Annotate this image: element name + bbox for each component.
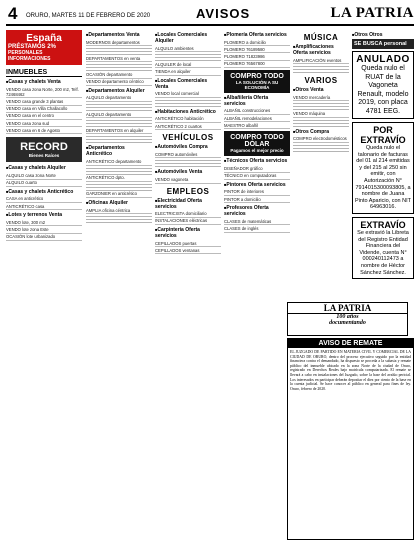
col4-cat-2 <box>224 158 290 179</box>
col3-vcat-1 <box>155 169 221 183</box>
col3-vcat-0 <box>155 144 221 167</box>
col1-cat-0 <box>6 79 82 134</box>
classified-ad[interactable]: VENDO casa zona Norte, 200 m2, Telf. 72468462 <box>6 86 82 98</box>
ad-text-block <box>86 182 152 191</box>
compro2-title: COMPRO TODO DÓLAR <box>230 134 284 149</box>
classified-ad[interactable]: ALBAÑIL remodelaciones <box>224 115 290 122</box>
column-5 <box>293 30 349 300</box>
classified-ad[interactable]: GARZONIER en anticrético <box>86 191 152 198</box>
compro-dolar-ad[interactable] <box>224 131 290 156</box>
classified-ad[interactable]: VENDO local comercial <box>155 91 221 98</box>
classified-ad[interactable]: ALQUILO departamento <box>86 95 152 102</box>
classified-ad[interactable]: ANTICRÉTICO casa <box>6 203 82 210</box>
ad-text-block <box>293 118 349 127</box>
classified-ad[interactable]: PLOMERO a domicilio <box>224 39 290 46</box>
classified-ad[interactable]: ANTICRÉTICO habitación <box>155 116 221 123</box>
col3-jcat-0 <box>155 198 221 225</box>
classified-ad[interactable]: AMPLIA oficina céntrica <box>86 207 152 214</box>
classified-ad[interactable]: ANTICRÉTICO 2 cuartos <box>155 123 221 130</box>
classified-ad[interactable]: VENDO máquina <box>293 110 349 117</box>
ad-text-block <box>86 134 152 143</box>
ad-text-block <box>155 98 221 107</box>
notice-box[interactable]: SE BUSCA personal <box>352 39 414 49</box>
column-4 <box>224 30 290 540</box>
ad-text-block <box>155 52 221 61</box>
inmuebles-title: INMUEBLES <box>6 69 82 77</box>
music-title: MÚSICA <box>303 33 339 42</box>
category-title: ■ Casas y chalets Anticrético <box>6 189 82 195</box>
ad-text-block <box>293 101 349 110</box>
category-title: ■ Otros Compra <box>293 129 349 135</box>
classified-ad[interactable]: ALQUILO departamento <box>86 111 152 118</box>
col2-cat-2 <box>86 145 152 198</box>
record-title: RECORD <box>20 141 68 154</box>
col1-cat-3 <box>6 212 82 241</box>
remate-title: AVISO DE REMATE <box>288 339 413 348</box>
category-title: ■ Automóviles Venta <box>155 169 221 175</box>
category-title: ■ Albañilería Oferta servicios <box>224 95 290 107</box>
classified-ad[interactable]: VENDO casa en 6 de Agosto <box>6 127 82 134</box>
promo-brand: España <box>26 33 62 44</box>
col4-cat-1 <box>224 95 290 130</box>
classified-ad[interactable]: INSTALACIONES eléctricas <box>155 218 221 225</box>
classified-ad[interactable]: ALQUILER de local <box>155 61 221 68</box>
extravio-notice-2[interactable] <box>352 217 414 279</box>
category-title: ■ Casas y chalets Venta <box>6 79 82 85</box>
classified-ad[interactable]: PLOMERO 71823986 <box>224 53 290 60</box>
promo-info: INFORMACIONES <box>8 56 51 62</box>
classified-ad[interactable]: MODERNOS departamentos <box>86 39 152 46</box>
ad-text-block <box>86 46 152 55</box>
classified-ad[interactable]: CEPILLADOS ventanas <box>155 247 221 254</box>
ad-text-block <box>86 166 152 175</box>
col3-cat-1 <box>155 78 221 107</box>
col2-cat-1 <box>86 88 152 144</box>
record-subtitle: Bienes Raíces <box>28 153 60 159</box>
col2-cat-3 <box>86 200 152 223</box>
ad-text-block <box>86 102 152 111</box>
classified-ad[interactable]: VENDO lote, 300 m2 <box>6 219 82 226</box>
classified-ad[interactable]: ALQUILO ambientes <box>155 45 221 52</box>
classified-ad[interactable]: CLASES de matemáticas <box>224 218 290 225</box>
compro-subtitle: LA SOLUCIÓN A SU ECONOMÍA <box>235 79 279 90</box>
varios-title: VARIOS <box>304 76 338 86</box>
classified-ad[interactable]: DEPARTAMENTOS en alquiler <box>86 127 152 134</box>
category-title: ■ Oficinas Alquiler <box>86 200 152 206</box>
classified-ad[interactable]: CASA en anticrético <box>6 196 82 203</box>
classified-ad[interactable]: PLOMERO 76567800 <box>224 61 290 68</box>
anulado-notice[interactable] <box>352 51 414 119</box>
ad-text-block <box>86 214 152 223</box>
col1-cat-1 <box>6 165 82 186</box>
classifieds-columns <box>6 30 414 540</box>
ad-text-block <box>86 62 152 71</box>
category-title: ■ Departamentos Alquiler <box>86 88 152 94</box>
category-title: ■ Pintores Oferta servicios <box>224 182 290 188</box>
extravio-notice-1[interactable] <box>352 122 414 214</box>
col4-cat-4 <box>224 205 290 232</box>
classified-ad[interactable]: OCASIÓN departamento <box>86 71 152 78</box>
classified-ad[interactable]: ANTICRÉTICO departamento <box>86 158 152 165</box>
classified-ad[interactable]: COMPRO electrodomésticos <box>293 136 349 143</box>
ad-text-block <box>155 158 221 167</box>
classified-ad[interactable]: CLASES de inglés <box>224 225 290 232</box>
promo-rate: PERSONALES <box>8 50 43 56</box>
patria-line-1: 100 años <box>336 314 359 320</box>
category-title: ■ Amplificaciones Oferta servicios <box>293 44 349 56</box>
category-title: ■ Profesores Oferta servicios <box>224 205 290 217</box>
classified-ad[interactable]: ALQUILO casa zona Norte <box>6 172 82 179</box>
jobs-title: EMPLEOS <box>166 186 210 196</box>
others-title: ■ Otros Otros <box>352 32 414 38</box>
extravio2-text: Se extravió la Libreta del Registro Entidad Financiera del Vidende, cuenta N° 000240112473 a nombre de Héctor Sánchez Sánchez. <box>357 229 409 276</box>
ad-text-block <box>86 118 152 127</box>
classified-ad[interactable]: PINTOR a domicilio <box>224 196 290 203</box>
classified-ad[interactable]: VENDO lote zona Este <box>6 226 82 233</box>
la-patria-anniversary-box <box>287 302 408 336</box>
compro-title: COMPRO TODO <box>230 72 284 80</box>
category-title: ■ Automóviles Compra <box>155 144 221 150</box>
page-number: 4 <box>8 4 18 23</box>
classified-ad[interactable]: ELECTRICISTA domiciliario <box>155 211 221 218</box>
category-title: ■ Otros Venta <box>293 87 349 93</box>
page-date: ORURO, MARTES 11 DE FEBRERO DE 2020 <box>26 13 151 19</box>
classified-ad[interactable]: MAESTRO albañil <box>224 122 290 129</box>
classified-ad[interactable]: COMPRO automóviles <box>155 151 221 158</box>
column-6 <box>352 30 414 300</box>
classified-ad[interactable]: TIENDA en alquiler <box>155 68 221 75</box>
classified-ad[interactable]: VENDO casa zona sud <box>6 120 82 127</box>
record-ad[interactable] <box>6 137 82 162</box>
vehicles-title: VEHÍCULOS <box>162 133 214 143</box>
classified-ad[interactable]: VENDO vagoneta <box>155 176 221 183</box>
promo-line: PRÉSTAMOS 2% <box>8 44 56 50</box>
classified-ad[interactable]: VENDO casa en el centro <box>6 113 82 120</box>
newspaper-brand: LA PATRIA <box>330 5 414 21</box>
col3-jcat-1 <box>155 227 221 254</box>
extravio1-title: POR EXTRAVÍO <box>360 125 406 145</box>
classified-ad[interactable]: PLOMERO 76189580 <box>224 46 290 53</box>
classified-ad[interactable]: VENDO casa en Villa Challacollo <box>6 106 82 113</box>
classified-ad[interactable]: PINTOR de interiores <box>224 189 290 196</box>
col5-music-cat-0 <box>293 44 349 73</box>
category-title: ■ Habitaciones Anticrético <box>155 109 221 115</box>
ad-text-block <box>293 64 349 73</box>
classified-ad[interactable]: VENDO mercadería <box>293 94 349 101</box>
category-title: ■ Plomería Oferta servicios <box>224 32 290 38</box>
col2-cat-0 <box>86 32 152 86</box>
extravio1-text: Queda nulo el talonario de facturas del 01 al 214 emitidas y del 215 al 250 sin emitir, con Autorización N° 7914015300093805, a nombre de Juana Pinto Aparicio, con NIT 64963016. <box>355 145 411 211</box>
category-title: ■ Electricidad Oferta servicios <box>155 198 221 210</box>
col4-cat-3 <box>224 182 290 203</box>
classified-ad[interactable]: ALBAÑIL construcciones <box>224 108 290 115</box>
patria-brand: LA PATRIA <box>288 303 407 314</box>
col5-varios-cat-1 <box>293 129 349 152</box>
extravio2-title: EXTRAVÍO <box>360 219 406 230</box>
col3-cat-0 <box>155 32 221 76</box>
column-3 <box>155 30 221 540</box>
classified-ad[interactable]: AMPLIFICACIÓN eventos <box>293 57 349 64</box>
category-title: ■ Lotes y terrenos Venta <box>6 212 82 218</box>
page-header <box>6 4 414 26</box>
column-1 <box>6 30 82 540</box>
remate-notice[interactable] <box>287 338 414 540</box>
classified-ad[interactable]: OCASIÓN lote urbanizado <box>6 234 82 241</box>
anulado-title: ANULADO <box>356 54 410 65</box>
col3-cat-2 <box>155 109 221 130</box>
compro2-subtitle: Pagamos el mejor precio <box>230 148 284 154</box>
category-title: ■ Técnicos Oferta servicios <box>224 158 290 164</box>
promo-ad[interactable] <box>6 30 82 65</box>
col5-varios-cat-0 <box>293 87 349 126</box>
category-title: ■ Locales Comerciales Venta <box>155 78 221 90</box>
classified-ad[interactable]: DISEÑADOR gráfico <box>224 165 290 172</box>
category-title: ■ Locales Comerciales Alquiler <box>155 32 221 44</box>
category-title: ■ Departamentos Anticrético <box>86 145 152 157</box>
classified-ad[interactable]: VENDO departamento céntrico <box>86 79 152 86</box>
remate-body: EL JUZGADO DE PARTIDO EN MATERIA CIVIL Y COMERCIAL DE LA CIUDAD DE ORURO, dentro del proceso ejecutivo seguido por la entidad financiera contra el demandado, ha dispuesto se proceda a la subasta y remate público del inmueble ubicado en la zona Norte de la ciudad de Oruro, registrado en Derechos Reales bajo matrícula computarizada. El remate se llevará a cabo en instalaciones del Juzgado, sobre la base del avalúo pericial. Los interesados en participar deberán depositar el diez por ciento de la base en la cuenta judicial. Se hace conocer al público en general para fines de ley. Oruro, febrero de 2020. <box>290 350 411 391</box>
ad-text-block <box>293 143 349 152</box>
col4-cat-0 <box>224 32 290 68</box>
category-title: ■ Carpintería Oferta servicios <box>155 227 221 239</box>
column-2 <box>86 30 152 540</box>
compro-todo-ad[interactable] <box>224 70 290 93</box>
classified-ad[interactable]: TÉCNICO en computadoras <box>224 173 290 180</box>
classified-ad[interactable]: ALQUILO cuarto <box>6 180 82 187</box>
patria-line-2: documentando <box>329 320 366 326</box>
section-title: AVISOS <box>196 6 251 21</box>
classified-ad[interactable]: VENDO casa grande 3 plantas <box>6 98 82 105</box>
col1-cat-2 <box>6 189 82 210</box>
category-title: ■ Departamentos Venta <box>86 32 152 38</box>
classified-ad[interactable]: CEPILLADOS puertas <box>155 240 221 247</box>
classified-ad[interactable]: ANTICRÉTICO dpto. <box>86 175 152 182</box>
classified-ad[interactable]: DEPARTAMENTOS en venta <box>86 55 152 62</box>
category-title: ■ Casas y chalets Alquiler <box>6 165 82 171</box>
anulado-text: Queda nulo el RUAT de la Vagoneta Renault, modelo 2019, con placa 4781 EEG. <box>357 65 409 115</box>
